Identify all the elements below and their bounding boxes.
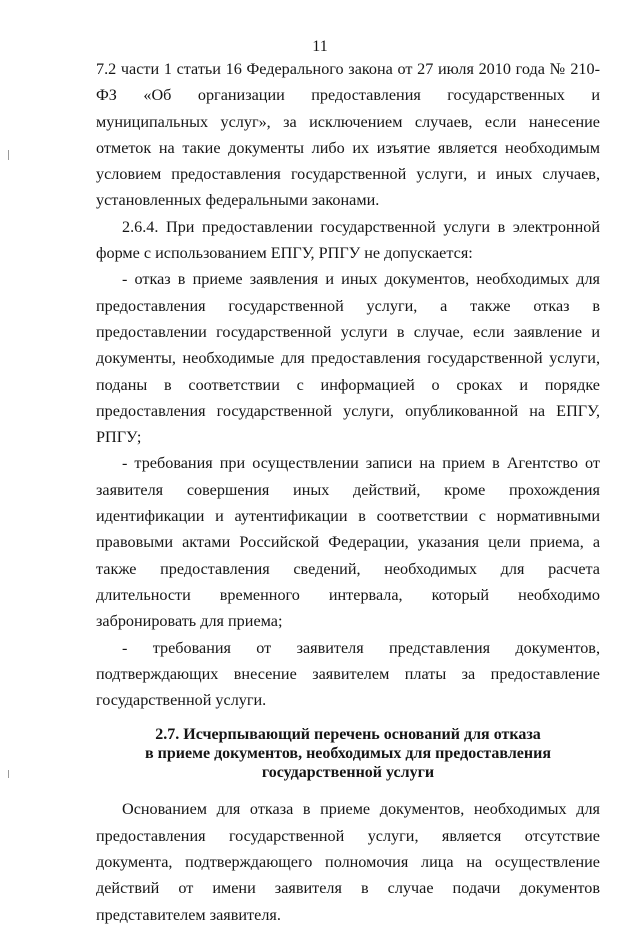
section-heading-line: государственной услуги <box>261 764 435 782</box>
document-body <box>96 56 600 928</box>
list-item-appointment-requirements: - требования при осуществлении записи на прием в Агентство от заявителя совершения иных действий, кроме прохождения идентификации и аутентификации в соответствии с нормативными правовыми актами Российской Федерации, указания цели приема, а также предоставления сведений, необходимых для расчета длительности временного интервала, который необходимо забронировать для приема; <box>96 454 600 631</box>
paragraph-law-reference: 7.2 части 1 статьи 16 Федерального закона от 27 июля 2010 года № 210-ФЗ «Об организации предоставления государственных и муниципальных услуг», за исключением случаев, если нанесение отметок на такие документы либо их изъятие является необходимым условием предоставления государственной услуги, и иных случаев, установленных федеральными законами. <box>96 60 600 210</box>
section-heading-line: 2.7. Исчерпывающий перечень оснований для отказа <box>155 726 541 744</box>
list-item-refusal: - отказ в приеме заявления и иных документов, необходимых для предоставления государственной услуги, а также отказ в предоставлении государственной услуги в случае, если заявление и документы, необходимые для предоставления государственной услуги, поданы в соответствии с информацией о сроках и порядке предоставления государственной услуги, опубликованной на ЕПГУ, РПГУ; <box>96 270 600 447</box>
scan-edge-mark <box>8 770 9 778</box>
paragraph-refusal-grounds: Основанием для отказа в приеме документов, необходимых для предоставления государственной услуги, является отсутствие документа, подтверждающего полномочия лица на осуществление действий от имени заявителя в случае подачи документов представителем заявителя. <box>96 800 600 924</box>
section-heading-2-7 <box>96 725 600 782</box>
list-item-payment-documents: - требования от заявителя представления документов, подтверждающих внесение заявителем платы за предоставление государственной услуги. <box>96 638 600 710</box>
paragraph-2-6-4: 2.6.4. При предоставлении государственной услуги в электронной форме с использованием ЕПГУ, РПГУ не допускается: <box>96 217 600 263</box>
section-heading-line: в приеме документов, необходимых для предоставления <box>145 745 551 763</box>
page-number: 11 <box>312 38 328 55</box>
scan-edge-mark <box>8 150 9 160</box>
